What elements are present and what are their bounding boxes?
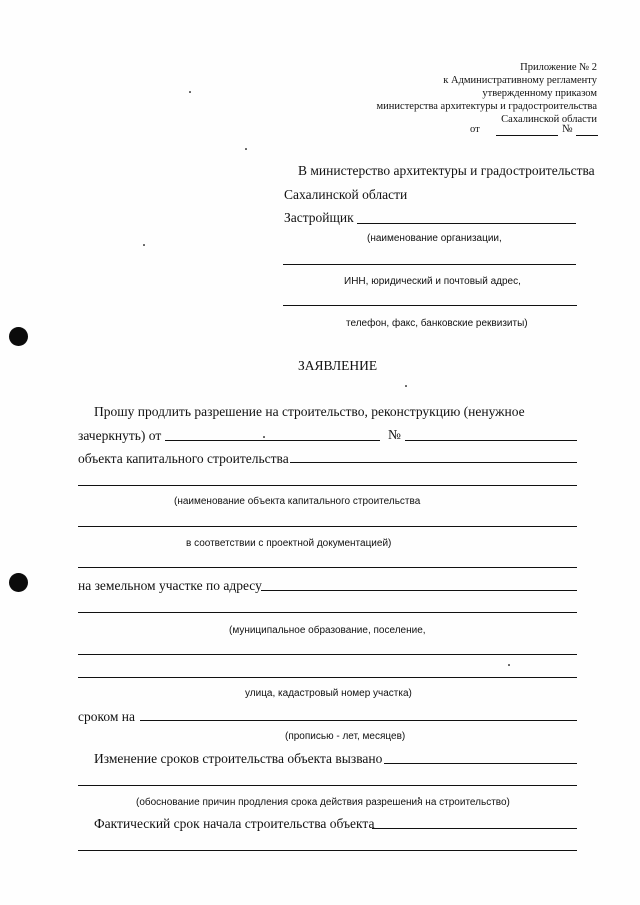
permit-number-sign: №: [388, 427, 401, 442]
appendix-order: утвержденному приказом: [482, 88, 597, 99]
developer-field-2[interactable]: [283, 264, 576, 265]
addressee-region: Сахалинской области: [284, 187, 408, 202]
term-field[interactable]: [140, 720, 577, 721]
change-label: Изменение сроков строительства объекта вызвано: [94, 751, 383, 766]
hint-street-cadastral: улица, кадастровый номер участка): [245, 688, 412, 699]
change-reason-field[interactable]: [384, 763, 577, 764]
developer-field[interactable]: [357, 223, 576, 224]
hint-object-name: (наименование объекта капитального строительства: [174, 496, 421, 507]
permit-number-field[interactable]: [405, 440, 577, 441]
scan-speck: [508, 664, 510, 666]
permit-date-field[interactable]: [165, 440, 380, 441]
appendix-regulation: к Административному регламенту: [443, 75, 597, 86]
object-field[interactable]: [290, 462, 577, 463]
request-text: Прошу продлить разрешение на строительство, реконструкцию (ненужное: [94, 404, 525, 419]
actual-start-field[interactable]: [372, 828, 577, 829]
land-address-field-4[interactable]: [78, 677, 577, 678]
punch-hole-bottom: [9, 573, 28, 592]
object-field-3[interactable]: [78, 526, 577, 527]
land-label: на земельном участке по адресу: [78, 578, 262, 593]
hint-phone-bank: телефон, факс, банковские реквизиты): [346, 318, 528, 329]
scan-speck: [143, 244, 145, 246]
developer-field-3[interactable]: [283, 305, 577, 306]
punch-hole-top: [9, 327, 28, 346]
appendix-number-sign: №: [562, 123, 573, 135]
appendix-ministry: министерства архитектуры и градостроительства: [376, 101, 597, 112]
developer-label: Застройщик: [284, 210, 354, 225]
scan-speck: [189, 91, 191, 93]
addressee-ministry: В министерство архитектуры и градостроительства: [298, 163, 595, 178]
land-address-field-3[interactable]: [78, 654, 577, 655]
object-field-2[interactable]: [78, 485, 577, 486]
document-title: ЗАЯВЛЕНИЕ: [298, 358, 378, 373]
scan-speck: [405, 385, 407, 387]
object-label: объекта капитального строительства: [78, 451, 289, 466]
term-label: сроком на: [78, 709, 135, 724]
scan-speck: [245, 148, 247, 150]
hint-inn-address: ИНН, юридический и почтовый адрес,: [344, 276, 521, 287]
crossout-label: зачеркнуть) от: [78, 428, 162, 443]
object-field-4[interactable]: [78, 567, 577, 568]
hint-municipal: (муниципальное образование, поселение,: [229, 625, 426, 636]
appendix-date-row: [470, 124, 480, 135]
appendix-number-field[interactable]: [576, 135, 598, 136]
date-field[interactable]: [496, 135, 558, 136]
actual-start-field-2[interactable]: [78, 850, 577, 851]
hint-organization: (наименование организации,: [367, 233, 502, 244]
hint-reason: (обоснование причин продления срока действия разрешения на строительство): [136, 797, 510, 808]
hint-term: (прописью - лет, месяцев): [285, 731, 406, 742]
change-reason-field-2[interactable]: [78, 785, 577, 786]
hint-project-docs: в соответствии с проектной документацией): [186, 538, 392, 549]
scan-speck: [263, 436, 265, 438]
date-prefix: от: [470, 124, 480, 135]
land-address-field[interactable]: [261, 590, 577, 591]
appendix-number: Приложение № 2: [520, 62, 597, 73]
appendix-region: Сахалинской области: [501, 114, 597, 125]
actual-start-label: Фактический срок начала строительства объекта: [94, 816, 375, 831]
land-address-field-2[interactable]: [78, 612, 577, 613]
